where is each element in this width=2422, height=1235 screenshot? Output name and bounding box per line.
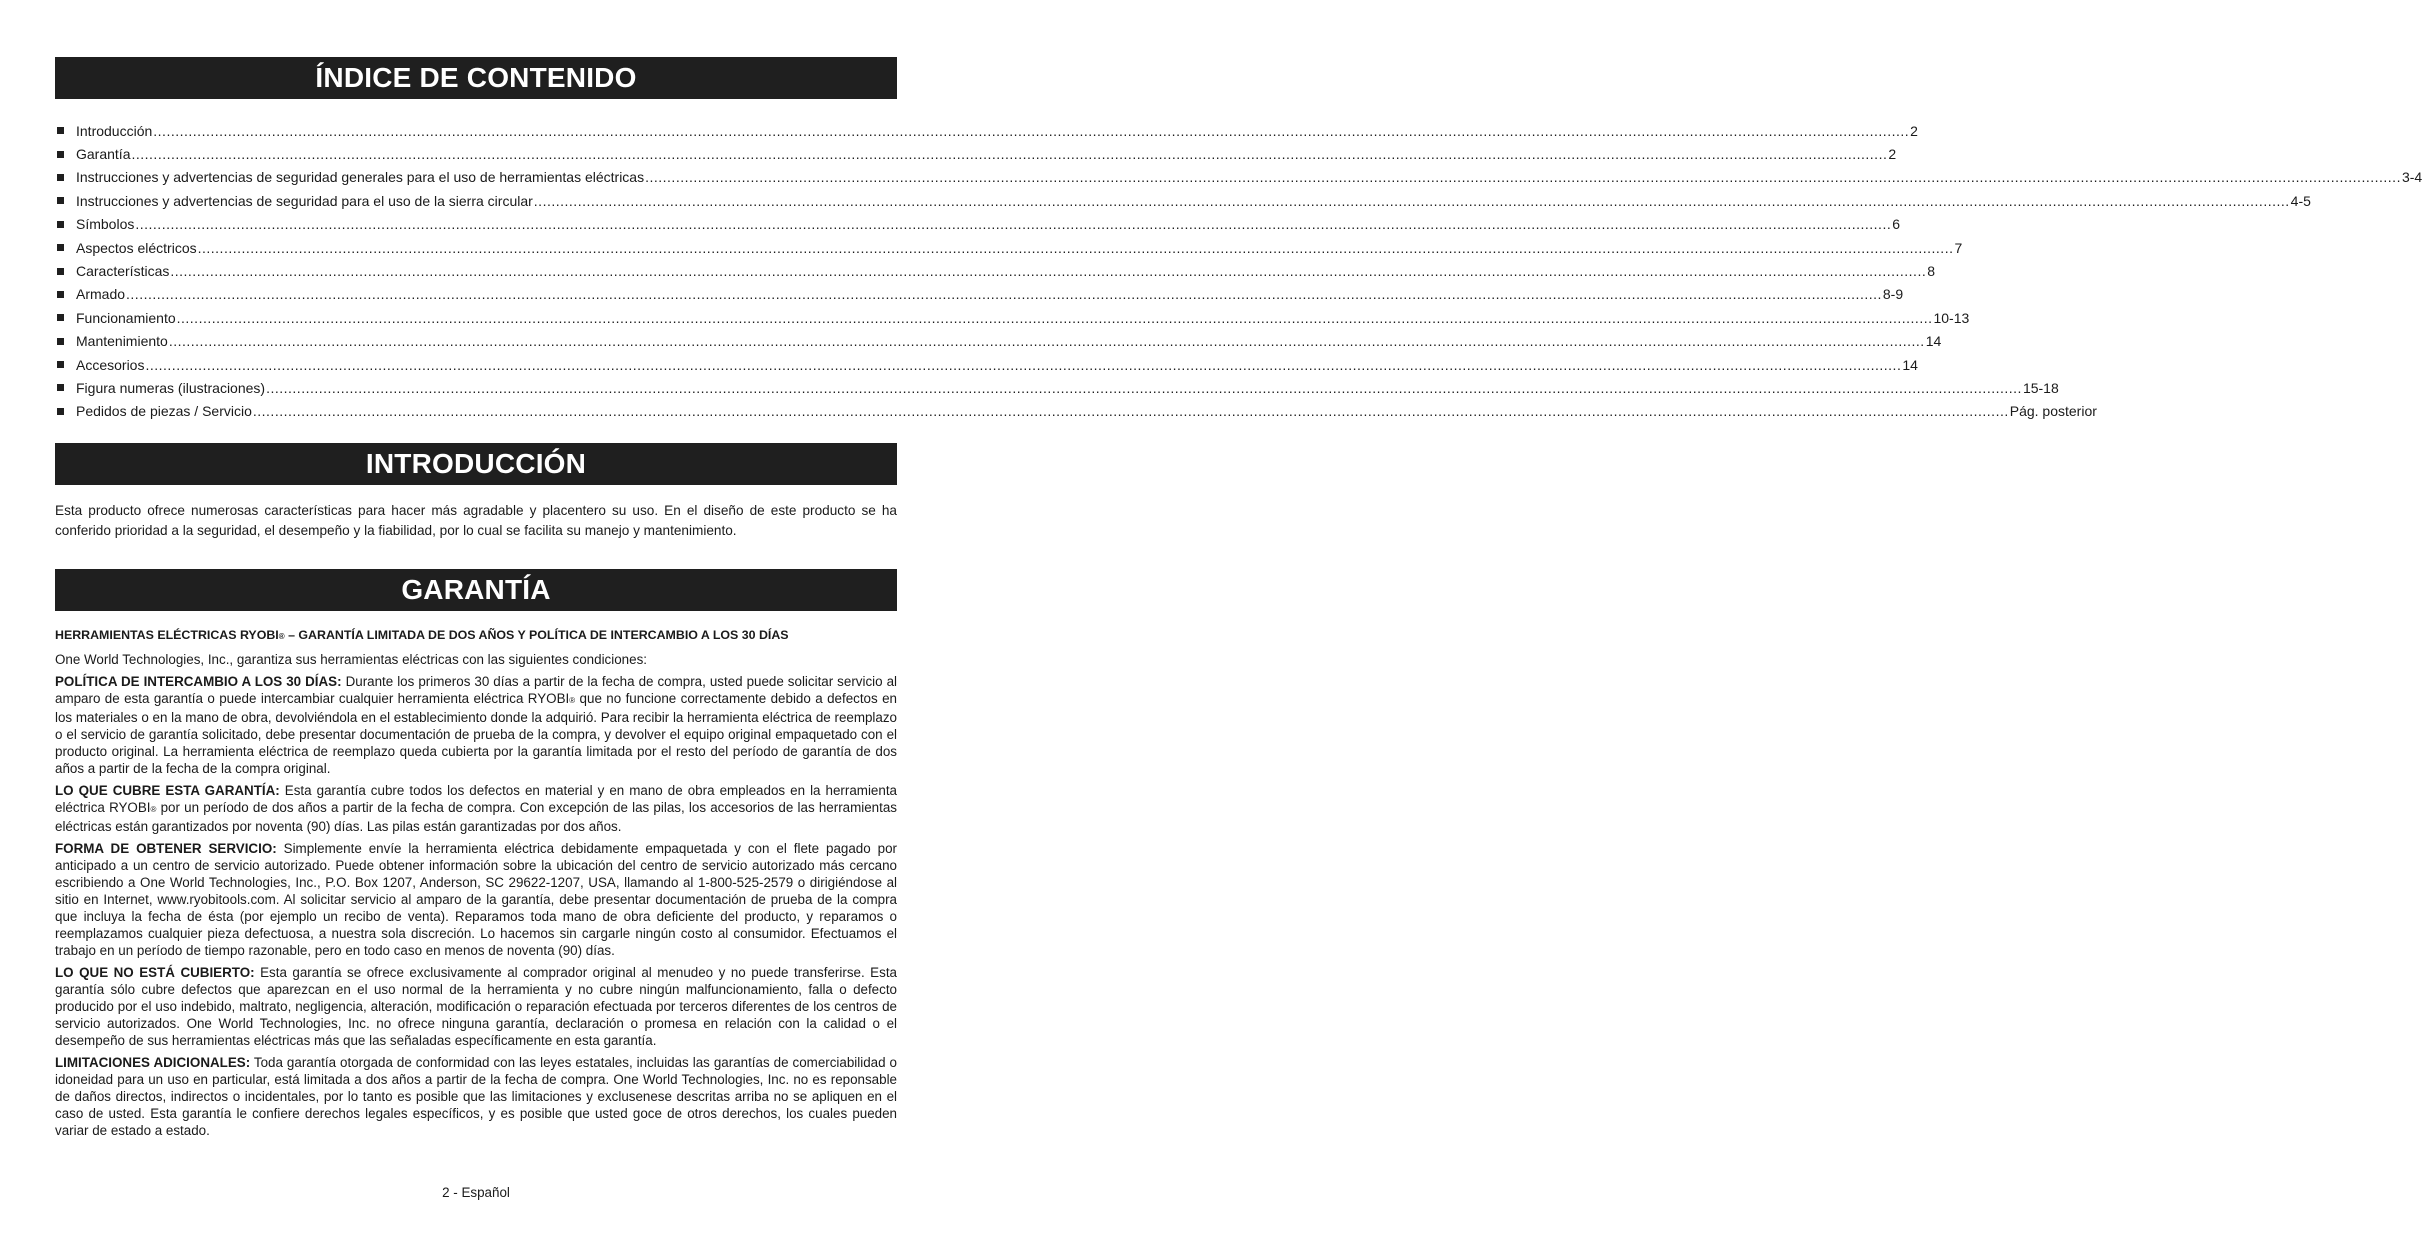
toc-item-label: Garantía (76, 146, 131, 163)
toc-item-caracteristicas[interactable] (55, 259, 1936, 282)
table-of-contents (55, 119, 2422, 423)
square-bullet-icon (57, 244, 64, 251)
square-bullet-icon (57, 361, 64, 368)
toc-item-label: Pedidos de piezas / Servicio (76, 403, 252, 420)
toc-item-label: Símbolos (76, 216, 135, 233)
toc-item-label: Funcionamiento (76, 309, 176, 326)
toc-item-armado[interactable] (55, 283, 1904, 306)
dot-leader: ................................................................................................................................................................................................................................................................................................................................................................................................................ (168, 333, 1925, 350)
toc-item-page: 14 (1902, 356, 1918, 373)
toc-item-introduccion[interactable] (55, 119, 1918, 142)
paragraph-label: LO QUE CUBRE ESTA GARANTÍA: (55, 783, 280, 798)
toc-item-page: 7 (1954, 239, 1963, 256)
square-bullet-icon (57, 384, 64, 391)
toc-item-page: 2 (1888, 146, 1897, 163)
toc-item-simbolos[interactable] (55, 213, 1901, 236)
paragraph-text: Durante los primeros 30 días a partir de la fecha de compra, usted puede solicitar servicio al amparo de esta garantía o puede intercambiar cualquier herramienta eléctrica RYOBI (55, 674, 897, 706)
warranty-exchange-policy (55, 673, 897, 777)
toc-item-label: Instrucciones y advertencias de seguridad generales para el uso de herramientas eléctricas (76, 169, 645, 186)
toc-item-seguridad-general[interactable] (55, 166, 2422, 189)
toc-item-pedidos[interactable] (55, 400, 2097, 423)
toc-item-label: Características (76, 263, 170, 280)
toc-item-label: Armado (76, 286, 126, 303)
dot-leader: ................................................................................................................................................................................................................................................................................................................................................................................................................ (145, 356, 1902, 373)
square-bullet-icon (57, 151, 64, 158)
registered-mark: ® (569, 696, 576, 705)
paragraph-label: LIMITACIONES ADICIONALES: (55, 1055, 251, 1070)
square-bullet-icon (57, 314, 64, 321)
paragraph-text: Esta garantía se ofrece exclusivamente al comprador original al menudeo y no puede transferirse. Esta garantía sólo cubre defectos que aparezcan en el uso normal de la herramienta y no cubre ningún malfuncionamiento, falla o defecto producido por el uso indebido, maltrato, negligencia, alteración, modificación o reparación efectuada por terceros diferentes de los centros de servicio autorizados. One World Technologies, Inc. no ofrece ninguna garantía, declaración o promesa en relación con la calidad o el desempeño de sus herramientas eléctricas más que las señaladas específicamente en esta garantía. (55, 965, 897, 1048)
dot-leader: ................................................................................................................................................................................................................................................................................................................................................................................................................ (266, 379, 2022, 396)
toc-item-aspectos-electricos[interactable] (55, 236, 1963, 259)
square-bullet-icon (57, 268, 64, 275)
square-bullet-icon (57, 127, 64, 134)
toc-item-page: 2 (1910, 122, 1918, 139)
paragraph-text: Toda garantía otorgada de conformidad con las leyes estatales, incluidas las garantías de comerciabilidad o idoneidad para un uso en particular, está limitada a dos años a partir de la fecha de compra. One World Technologies, Inc. no es reponsable de daños directos, indirectos o incidentales, por lo tanto es posible que las limitaciones y exclusenese descritas arriba no se apliquen en el caso de usted. Esta garantía le confiere derechos legales específicos, y es posible que usted goce de otros derechos, los cuales pueden variar de estado a estado. (55, 1055, 897, 1138)
warranty-not-covered (55, 964, 897, 1049)
toc-title-banner: ÍNDICE DE CONTENIDO (55, 57, 897, 99)
toc-item-label: Mantenimiento (76, 333, 168, 350)
paragraph-text: que no funcione correctamente debido a defectos en los materiales o en la mano de obra, devolviéndola en el establecimiento donde la adquirió. Para recibir la herramienta eléctrica de reemplazo o el servicio de garantía solicitado, debe presentar documentación de prueba de la compra, y devolver el equipo original empaquetado con el producto original. La herramienta eléctrica de reemplazo queda cubierta por la garantía limitada por el resto del período de garantía de dos años a partir de la fecha de la compra original. (55, 691, 897, 776)
square-bullet-icon (57, 408, 64, 415)
toc-item-seguridad-sierra[interactable] (55, 189, 2311, 212)
dot-leader: ................................................................................................................................................................................................................................................................................................................................................................................................................ (197, 239, 1954, 256)
toc-item-label: Instrucciones y advertencias de seguridad para el uso de la sierra circular (76, 192, 533, 209)
toc-item-mantenimiento[interactable] (55, 330, 1942, 353)
registered-mark: ® (150, 805, 157, 814)
toc-item-page: 10-13 (1933, 309, 1970, 326)
warranty-limitations (55, 1054, 897, 1139)
toc-item-page: 6 (1892, 216, 1901, 233)
square-bullet-icon (57, 197, 64, 204)
dot-leader: ................................................................................................................................................................................................................................................................................................................................................................................................................ (131, 146, 1888, 163)
dot-leader: ................................................................................................................................................................................................................................................................................................................................................................................................................ (533, 192, 2290, 209)
paragraph-label: FORMA DE OBTENER SERVICIO: (55, 841, 277, 856)
dot-leader: ................................................................................................................................................................................................................................................................................................................................................................................................................ (135, 216, 1892, 233)
dot-leader: ................................................................................................................................................................................................................................................................................................................................................................................................................ (176, 309, 1933, 326)
paragraph-label: POLÍTICA DE INTERCAMBIO A LOS 30 DÍAS: (55, 674, 342, 689)
square-bullet-icon (57, 174, 64, 181)
paragraph-text: por un período de dos años a partir de la fecha de compra. Con excepción de las pilas, los accesorios de las herramientas eléctricas están garantizados por noventa (90) días. Las pilas están garantizadas por dos años. (55, 800, 897, 834)
square-bullet-icon (57, 291, 64, 298)
paragraph-label: LO QUE NO ESTÁ CUBIERTO: (55, 965, 255, 980)
page-number: 2 - Español (442, 1185, 510, 1200)
intro-title-banner: INTRODUCCIÓN (55, 443, 897, 485)
toc-item-figuras[interactable] (55, 376, 2059, 399)
toc-item-accesorios[interactable] (55, 353, 1918, 376)
toc-item-label: Figura numeras (ilustraciones) (76, 379, 266, 396)
dot-leader: ................................................................................................................................................................................................................................................................................................................................................................................................................ (126, 286, 1882, 303)
toc-item-garantia[interactable] (55, 142, 1897, 165)
warranty-heading-part1: HERRAMIENTAS ELÉCTRICAS RYOBI (55, 628, 279, 642)
warranty-service (55, 840, 897, 959)
paragraph-text: Esta garantía cubre todos los defectos en material y en mano de obra empleados en la herramienta eléctrica RYOBI (55, 783, 897, 815)
warranty-coverage (55, 782, 897, 835)
toc-item-page: 3-4 (2401, 169, 2422, 186)
dot-leader: ................................................................................................................................................................................................................................................................................................................................................................................................................ (170, 263, 1927, 280)
dot-leader: ................................................................................................................................................................................................................................................................................................................................................................................................................ (645, 169, 2401, 186)
toc-item-page: 8-9 (1882, 286, 1904, 303)
square-bullet-icon (57, 221, 64, 228)
square-bullet-icon (57, 338, 64, 345)
warranty-heading-part2: – GARANTÍA LIMITADA DE DOS AÑOS Y POLÍTICA DE INTERCAMBIO A LOS 30 DÍAS (284, 628, 789, 642)
dot-leader: ................................................................................................................................................................................................................................................................................................................................................................................................................ (252, 403, 2009, 420)
dot-leader: ................................................................................................................................................................................................................................................................................................................................................................................................................ (153, 122, 1910, 139)
toc-item-page: Pág. posterior (2009, 403, 2097, 420)
toc-item-label: Accesorios (76, 356, 145, 373)
toc-item-page: 8 (1927, 263, 1936, 280)
toc-item-label: Introducción (76, 122, 153, 139)
toc-item-page: 14 (1925, 333, 1942, 350)
warranty-heading (55, 627, 897, 645)
warranty-lead: One World Technologies, Inc., garantiza sus herramientas eléctricas con las siguientes condiciones: (55, 652, 647, 667)
warranty-section (55, 627, 897, 1144)
toc-item-funcionamiento[interactable] (55, 306, 1970, 329)
toc-item-page: 4-5 (2290, 192, 2311, 209)
warranty-title-banner: GARANTÍA (55, 569, 897, 611)
intro-paragraph: Esta producto ofrece numerosas características para hacer más agradable y placentero su uso. En el diseño de este producto se ha conferido prioridad a la seguridad, el desempeño y la fiabilidad, por lo cual se facilita su manejo y mantenimiento. (55, 503, 897, 538)
toc-item-label: Aspectos eléctricos (76, 239, 197, 256)
registered-mark: ® (278, 632, 285, 641)
toc-item-page: 15-18 (2022, 379, 2059, 396)
paragraph-text: Simplemente envíe la herramienta eléctrica debidamente empaquetada y con el flete pagado por anticipado a un centro de servicio autorizado. Puede obtener información sobre la ubicación del centro de servicio autorizado más cercano escribiendo a One World Technologies, Inc., P.O. Box 1207, Anderson, SC 29622-1207, USA, llamando al 1-800-525-2579 o dirigiéndose al sitio en Internet, www.ryobitools.com. Al solicitar servicio al amparo de la garantía, debe presentar documentación de prueba de la compra que incluya la fecha de ésta (por ejemplo un recibo de venta). Reparamos toda mano de obra deficiente del producto, y reparamos o reemplazamos cualquier pieza defectuosa, a nuestra sola discreción. Lo hacemos sin cargarle ningún costo al consumidor. Efectuamos el trabajo en un período de tiempo razonable, pero en todo caso en menos de noventa (90) días. (55, 841, 897, 958)
